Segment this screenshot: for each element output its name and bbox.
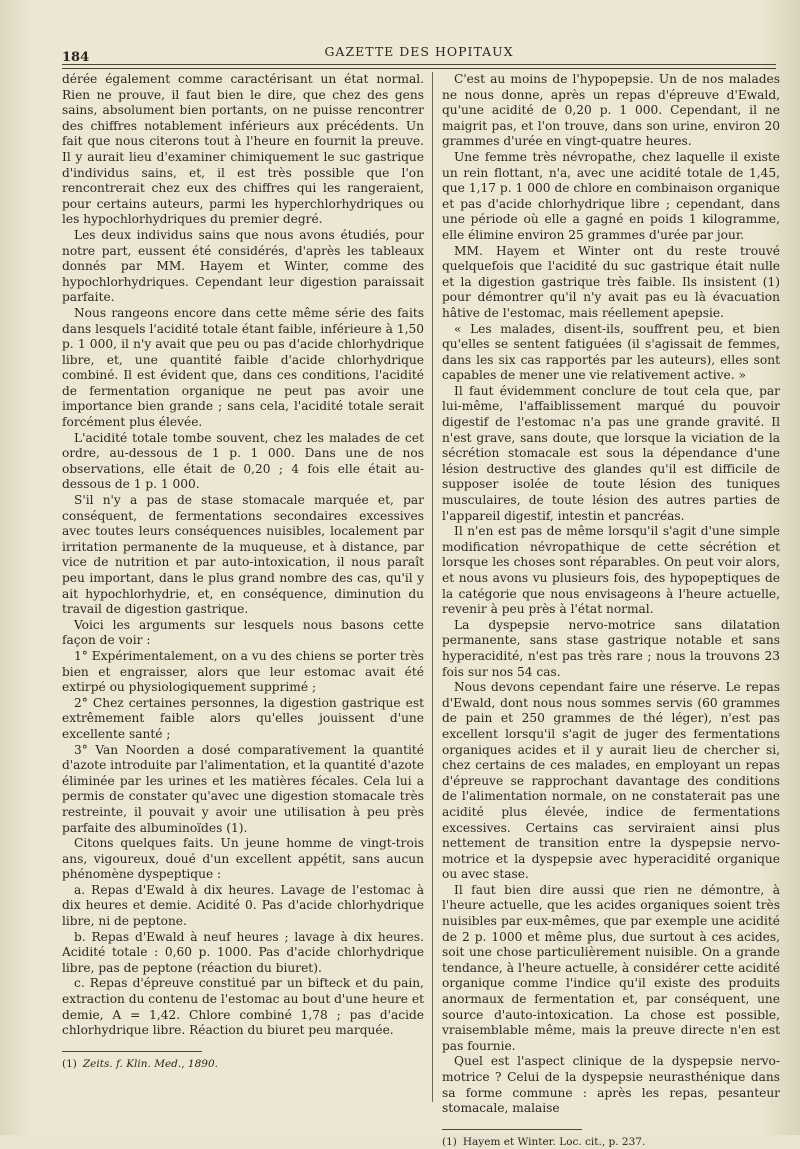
column-separator xyxy=(432,72,433,1102)
footnote-label: (1) xyxy=(62,1057,77,1070)
running-title: GAZETTE DES HOPITAUX xyxy=(324,44,514,59)
header-rule-double xyxy=(62,68,776,69)
paragraph: Il faut évidemment conclure de tout cela que, par lui-même, l'affaiblissement marqué du pouvoir digestif de l'estomac n'a pas une grande gravité. Il n'est grave, sans doute, que lorsque la viciation de la sécrétion stomacale est sous la dépendance d'une lésion destructive des glandes qu'il est difficile de supposer isolée de toute lésion des tuniques musculaires, de toute lésion des autres parties de l'appareil digestif, intestin et pancréas. xyxy=(442,383,780,523)
footnote xyxy=(62,1058,424,1071)
paragraph: Citons quelques faits. Un jeune homme de vingt-trois ans, vigoureux, doué d'un excellent appétit, sans aucun phénomène dyspeptique : xyxy=(62,836,424,882)
paragraph: « Les malades, disent-ils, souffrent peu, et bien qu'elles se sentent fatiguées (il s'agissait de femmes, dans les six cas rapportés par les auteurs), elles sont capables de mener une vie relativement active. » xyxy=(442,321,780,383)
paragraph: Il n'en est pas de même lorsqu'il s'agit d'une simple modification névropathique de cette sécrétion et lorsque les choses sont réparables. On peut voir alors, et nous avons vu plusieurs fois, des hypopeptiques de la catégorie que nous envisageons à l'heure actuelle, revenir à peu près à l'état normal. xyxy=(442,524,780,617)
case-c: c. Repas d'épreuve constitué par un bifteck et du pain, extraction du contenu de l'estomac au bout d'une heure et demie, A = 1,42. Chlore combiné 1,78 ; pas d'acide chlorhydrique libre. Réaction du biuret peu marquée. xyxy=(62,976,424,1038)
paragraph: C'est au moins de l'hypopepsie. Un de nos malades ne nous donne, après un repas d'épreuve d'Ewald, qu'une acidité de 0,20 p. 1 000. Cependant, il ne maigrit pas, et l'on trouve, dans son urine, environ 20 grammes d'urée en vingt-quatre heures. xyxy=(442,72,780,149)
paragraph: Nous rangeons encore dans cette même série des faits dans lesquels l'acidité totale étant faible, inférieure à 1,50 p. 1 000, il n'y avait que peu ou pas d'acide chlorhydrique libre, et, une quantité faible d'acide chlorhydrique combiné. Il est évident que, dans ces conditions, l'acidité de fermentation organique ne peut pas avoir une importance bien grande ; sans cela, l'acidité totale serait forcément plus élevée. xyxy=(62,305,424,430)
paragraph: Il faut bien dire aussi que rien ne démontre, à l'heure actuelle, que les acides organiques soient très nuisibles par eux-mêmes, que par exemple une acidité de 2 p. 1000 et même plus, due surtout à ces acides, soit une chose particulièrement nuisible. On a grande tendance, à l'heure actuelle, à considérer cette acidité organique comme l'indice qu'il existe des produits anormaux de fermentation et, par conséquent, une source d'auto-intoxication. La chose est possible, vraisemblable même, mais la preuve directe n'en est pas fournie. xyxy=(442,882,780,1053)
argument-3: 3° Van Noorden a dosé comparativement la quantité d'azote introduite par l'alimentation, et la quantité d'azote éliminée par les urines et les matières fécales. Cela lui a permis de constater qu'avec une digestion stomacale très restreinte, il pouvait y avoir une utilisation à peu près parfaite des albuminoïdes (1). xyxy=(62,742,424,835)
left-column xyxy=(62,72,424,1102)
paragraph: dérée également comme caractérisant un état normal. Rien ne prouve, il faut bien le dire, que chez des gens sains, absolument bien portants, on ne puisse rencontrer des chiffres notablement inférieurs aux précédents. Un fait que nous citerons tout à l'heure en fournit la preuve. Il y aurait lieu d'examiner chimiquement le suc gastrique d'individus sains, et, il est très possible que l'on rencontrerait chez eux des chiffres qui les rangeraient, pour certains auteurs, parmi les hyperchlorhydriques ou les hypochlorhydriques du premier degré. xyxy=(62,72,424,227)
footnote-rule xyxy=(62,1051,202,1052)
paragraph: S'il n'y a pas de stase stomacale marquée et, par conséquent, de fermentations secondaires excessives avec toutes leurs conséquences nuisibles, localement par irritation permanente de la muqueuse, et à distance, par vice de nutrition et par auto-intoxication, il nous paraît peu important, dans le plus grand nombre des cas, qu'il y ait hypochlorhydrie, et, en conséquence, diminution du travail de digestion gastrique. xyxy=(62,493,424,617)
paragraph: Les deux individus sains que nous avons étudiés, pour notre part, eussent été considérés, d'après les tableaux donnés par MM. Hayem et Winter, comme des hypochlorhydriques. Cependant leur digestion paraissait parfaite. xyxy=(62,227,424,305)
footnote-label: (1) xyxy=(442,1135,457,1148)
paragraph: Une femme très névropathe, chez laquelle il existe un rein flottant, n'a, avec une acidité totale de 1,45, que 1,17 p. 1 000 de chlore en combinaison organique et pas d'acide chlorhydrique libre ; cependant, dans une période où elle a gagné en poids 1 kilogramme, elle élimine environ 25 grammes d'urée par jour. xyxy=(442,149,780,242)
argument-1: 1° Expérimentalement, on a vu des chiens se porter très bien et engraisser, alors que leur estomac avait été extirpé ou physiologiquement supprimé ; xyxy=(62,648,424,695)
argument-2: 2° Chez certaines personnes, la digestion gastrique est extrêmement faible alors qu'elles jouissent d'une excellente santé ; xyxy=(62,695,424,741)
header-rule xyxy=(62,64,776,65)
paragraph: La dyspepsie nervo-motrice sans dilatation permanente, sans stase gastrique notable et sans hyperacidité, n'est pas très rare ; nous la trouvons 23 fois sur nos 54 cas. xyxy=(442,617,780,679)
paragraph: L'acidité totale tombe souvent, chez les malades de cet ordre, au-dessous de 1 p. 1 000. Dans une de nos observations, elle était de 0,20 ; 4 fois elle était au-dessous de 1 p. 1 000. xyxy=(62,430,424,492)
paragraph: Quel est l'aspect clinique de la dyspepsie nervo-motrice ? Celui de la dyspepsie neurasthénique dans sa forme commune : après les repas, pesanteur stomacale, malaise xyxy=(442,1054,780,1116)
paragraph: Nous devons cependant faire une réserve. Le repas d'Ewald, dont nous nous sommes servis (60 grammes de pain et 250 grammes de thé léger), n'est pas excellent lorsqu'il s'agit de juger des fermentations organiques acides et il y aurait lieu de chercher si, chez certains de ces malades, en employant un repas d'épreuve se rapprochant davantage des conditions de l'alimentation normale, on ne constaterait pas une acidité plus élevée, indice de fermentations excessives. Certains cas serviraient ainsi plus nettement de transition entre la dyspepsie nervo-motrice et la dyspepsie avec hyperacidité organique ou avec stase. xyxy=(442,680,780,882)
case-b: b. Repas d'Ewald à neuf heures ; lavage à dix heures. Acidité totale : 0,60 p. 1000. Pas d'acide chlorhydrique libre, pas de peptone (réaction du biuret). xyxy=(62,929,424,975)
page-header xyxy=(62,44,776,66)
page-number: 184 xyxy=(62,50,90,65)
footnote-rule xyxy=(442,1129,582,1130)
case-a: a. Repas d'Ewald à dix heures. Lavage de l'estomac à dix heures et demie. Acidité 0. Pas d'acide chlorhydrique libre, ni de peptone. xyxy=(62,882,424,929)
footnote-text: Hayem et Winter. Loc. cit., p. 237. xyxy=(462,1135,646,1148)
paragraph: MM. Hayem et Winter ont du reste trouvé quelquefois que l'acidité du suc gastrique était nulle et la digestion gastrique très faible. Ils insistent (1) pour démontrer qu'il n'y avait pas eu là évacuation hâtive de l'estomac, mais réellement apepsie. xyxy=(442,243,780,320)
right-column xyxy=(442,72,780,1148)
paragraph: Voici les arguments sur lesquels nous basons cette façon de voir : xyxy=(62,617,424,648)
footnote xyxy=(442,1136,780,1149)
footnote-text: Zeits. f. Klin. Med., 1890. xyxy=(82,1057,218,1070)
